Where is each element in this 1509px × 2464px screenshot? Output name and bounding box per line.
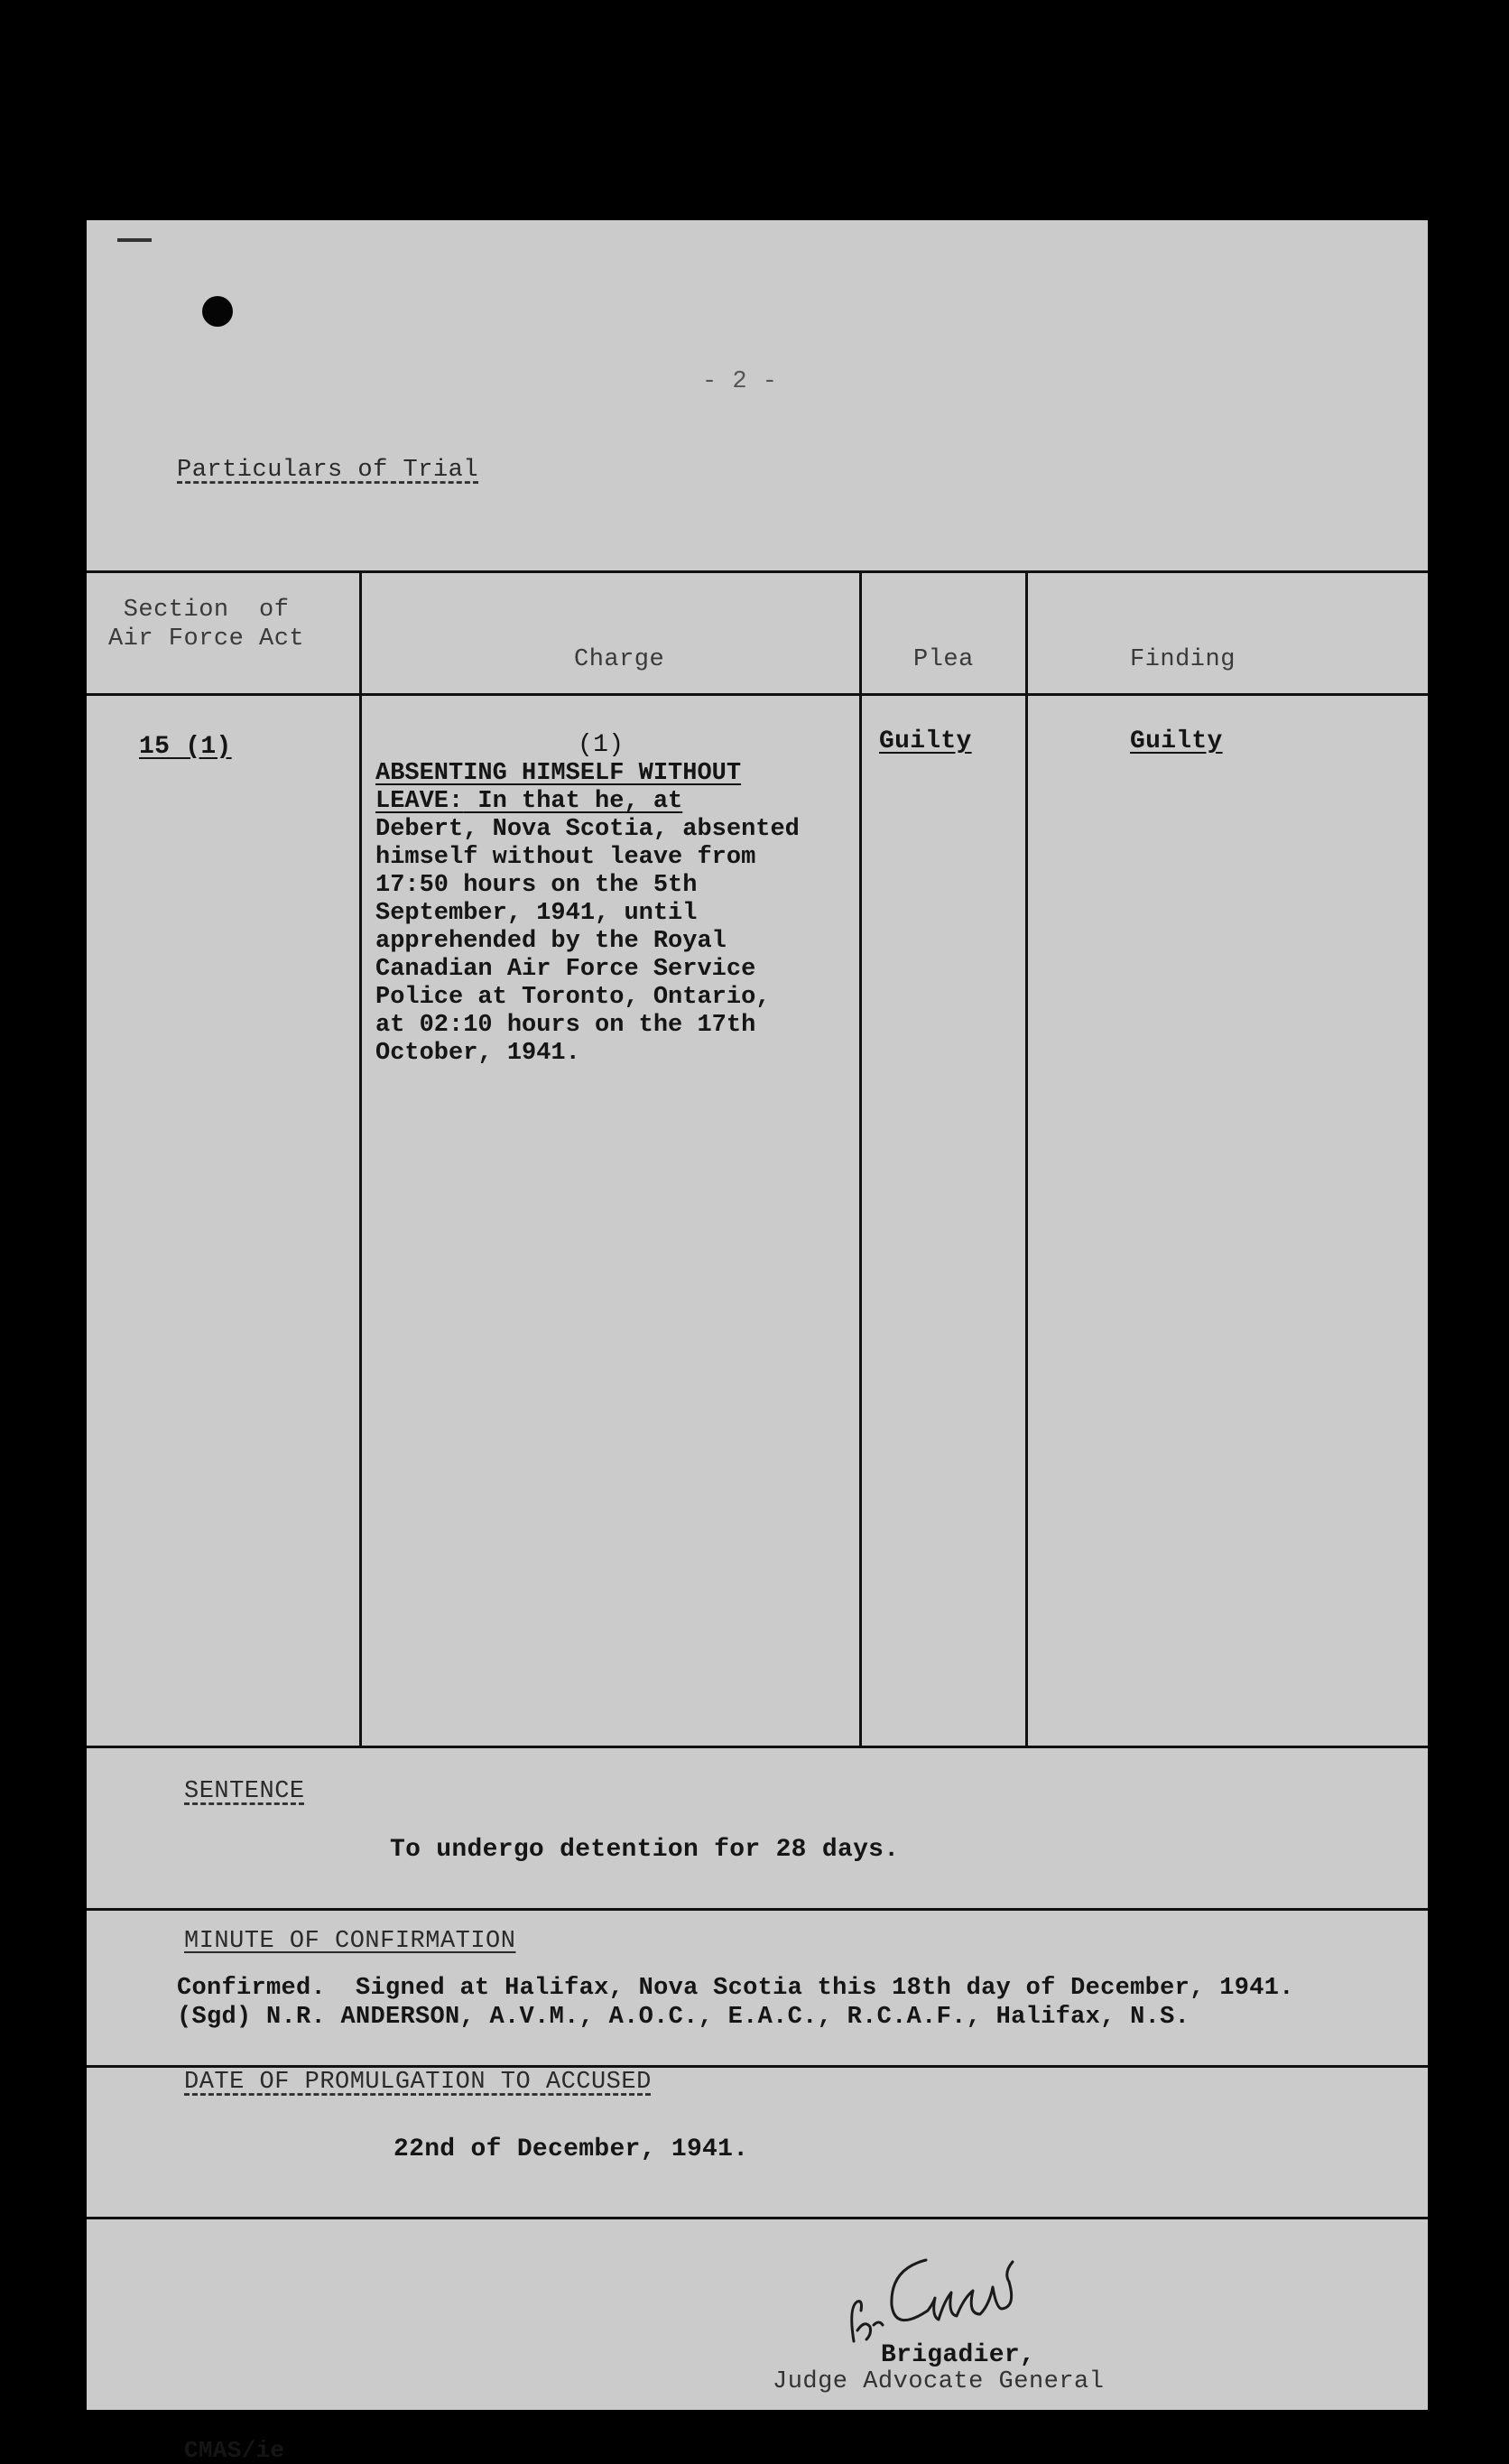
charge-particulars [375,760,881,1068]
promulgation-date: 22nd of December, 1941. [393,2135,749,2163]
stray-mark [117,238,152,242]
header-finding: Finding [1130,646,1236,673]
confirmation-line-2: (Sgd) N.R. ANDERSON, A.V.M., A.O.C., E.A.C., R.C.A.F., Halifax, N.S. [177,2004,1190,2031]
page-heading: Particulars of Trial [177,457,479,484]
confirmation-label: MINUTE OF CONFIRMATION [184,1928,516,1955]
header-charge: Charge [574,646,665,673]
document-page [87,220,1428,2464]
promulgation-label: DATE OF PROMULGATION TO ACCUSED [184,2069,652,2096]
plea-value: Guilty [879,727,972,755]
page-number: - 2 - [702,368,778,395]
reference-code: CMAS/ie [184,2437,285,2464]
charge-number: (1) [578,731,625,759]
promulgation-top-rule [87,2065,1428,2068]
signatory-rank: Brigadier, [881,2341,1036,2369]
confirmed-word: Confirmed. [177,1975,327,2002]
sentence-label: SENTENCE [184,1778,305,1805]
confirmation-line-1 [177,1975,1294,2002]
charge-text: Debert, Nova Scotia, absented himself without leave from 17:50 hours on the 5th September, 1941, until apprehended by the Royal Canadian Air Force Service Police at Toronto, Ontario, at 02:10 hours on the 17th October, 1941. [375,816,800,1067]
punch-hole [202,296,233,327]
table-divider [859,570,862,1747]
signatory-title: Judge Advocate General [773,2368,1105,2395]
sentence-top-rule [87,1746,1428,1748]
header-plea: Plea [913,646,974,673]
table-top-rule [87,570,1428,573]
charge-text-first: In that he, at [463,788,683,815]
section-number: 15 (1) [139,733,232,761]
table-divider [1025,570,1028,1747]
header-section-of-act: Section of Air Force Act [108,597,305,653]
signature-top-rule [87,2217,1428,2219]
finding-value: Guilty [1130,727,1223,755]
charge-title-cont: LEAVE: [375,788,464,815]
table-divider [359,570,362,1747]
sentence-text: To undergo detention for 28 days. [390,1836,900,1864]
confirmation-signed-at: Signed at Halifax, Nova Scotia this 18th day of December, 1941. [326,1975,1294,2002]
table-header-rule [87,693,1428,696]
charge-title: ABSENTING HIMSELF WITHOUT [375,760,742,787]
confirmation-top-rule [87,1908,1428,1911]
